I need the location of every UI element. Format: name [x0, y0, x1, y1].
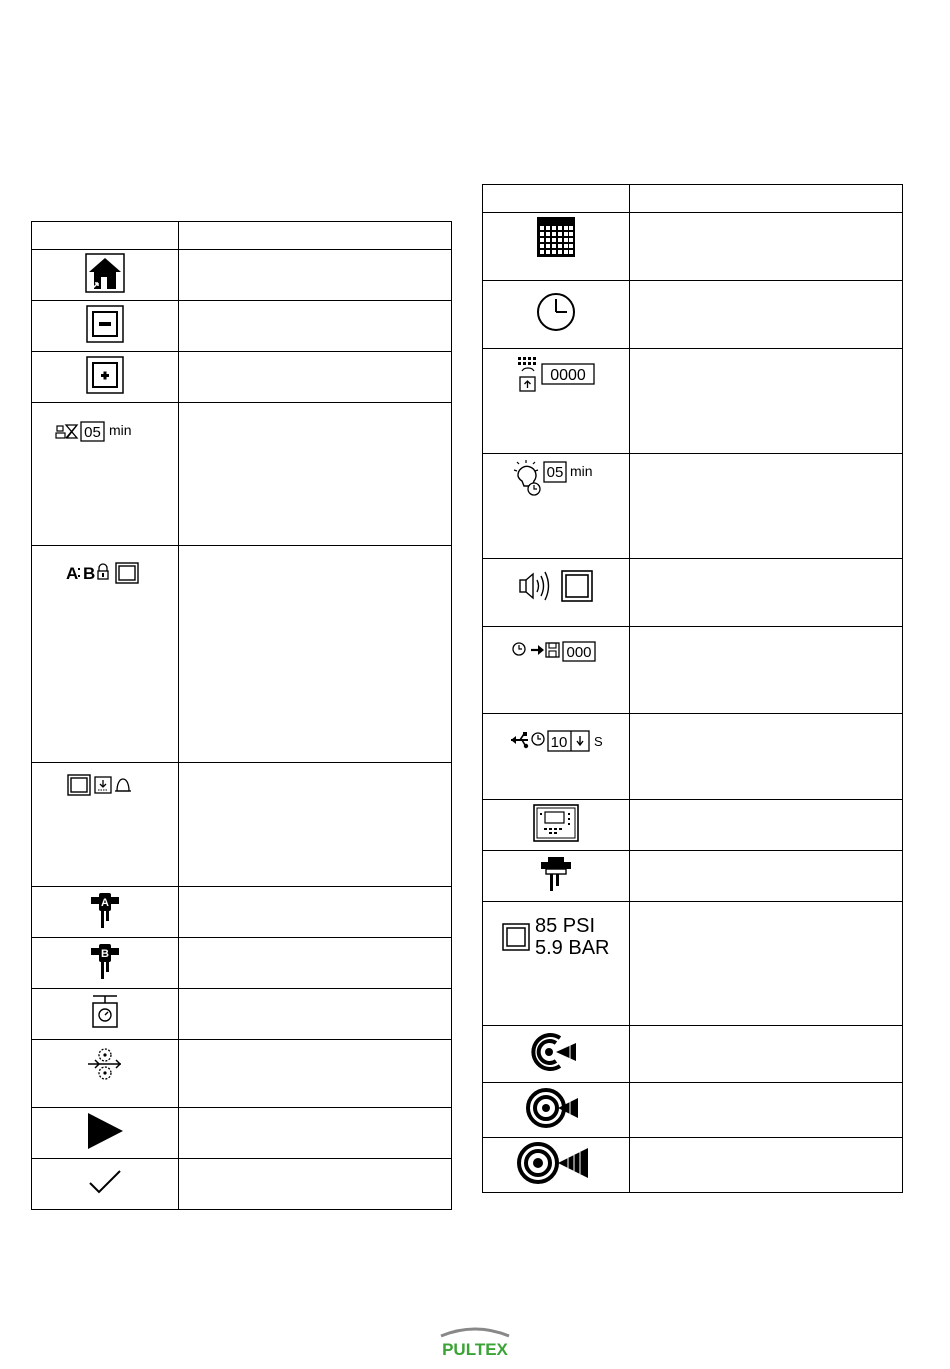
usb-timer-icon	[508, 728, 604, 754]
table-row	[483, 1026, 903, 1083]
calendar-icon	[534, 215, 578, 261]
right-icon-table	[482, 184, 903, 1193]
gun-b-label: B	[101, 947, 109, 960]
gun-a-label: A	[101, 896, 109, 909]
alarm-settings-icon	[67, 773, 143, 799]
ratio-label-b: B	[83, 564, 96, 583]
table-row	[483, 1083, 903, 1138]
flow-transfer-icon	[85, 1044, 125, 1084]
pump-idle-timer-icon	[55, 419, 155, 445]
backlight-timer-unit: min	[570, 463, 593, 479]
play-icon	[85, 1111, 125, 1151]
plus-icon	[86, 356, 124, 394]
gun-a-icon	[85, 890, 125, 930]
clock-icon	[534, 290, 578, 334]
ratio-lock-icon	[60, 560, 150, 586]
table-row	[483, 349, 903, 454]
table-row	[32, 989, 452, 1040]
table-row	[32, 1108, 452, 1159]
table-row	[32, 352, 452, 403]
minus-icon	[86, 305, 124, 343]
usb-timer-value: 10	[550, 734, 568, 751]
table-row	[32, 887, 452, 938]
display-module-icon	[532, 803, 580, 843]
spray-gun-icon	[536, 854, 576, 894]
log-interval-icon	[511, 639, 601, 665]
table-header	[32, 222, 452, 250]
table-row	[32, 1040, 452, 1108]
spray-pattern-large-icon	[516, 1139, 596, 1187]
table-row	[483, 559, 903, 627]
idle-timer-unit: min	[109, 422, 132, 438]
table-row	[32, 250, 452, 301]
table-row	[483, 281, 903, 349]
table-row	[483, 800, 903, 851]
table-row	[483, 851, 903, 902]
log-interval-value: 000	[566, 644, 592, 661]
table-row	[32, 546, 452, 763]
table-row	[32, 763, 452, 887]
table-row	[483, 1138, 903, 1193]
pressure-icon	[501, 908, 611, 964]
table-header	[483, 185, 903, 213]
table-row	[483, 213, 903, 281]
table-row	[32, 1159, 452, 1210]
usb-timer-unit: S	[594, 734, 603, 749]
table-row	[483, 454, 903, 559]
table-row	[32, 938, 452, 989]
home-icon	[85, 253, 125, 293]
table-row	[483, 627, 903, 714]
idle-timer-value: 05	[84, 424, 101, 441]
left-icon-table	[31, 221, 452, 1210]
logo-mark	[435, 1326, 515, 1360]
checkmark-icon	[87, 1167, 123, 1197]
scale-icon	[88, 993, 122, 1031]
speaker-icon	[516, 565, 596, 607]
pressure-bar: 5.9 BAR	[535, 937, 610, 959]
spray-pattern-medium-icon	[524, 1084, 588, 1132]
backlight-timer-value: 05	[546, 464, 564, 481]
logo-text: PULTEX	[442, 1340, 508, 1359]
backlight-timer-icon	[510, 458, 602, 498]
table-row	[32, 403, 452, 546]
password-icon	[506, 353, 606, 397]
gun-b-icon	[85, 941, 125, 981]
table-row	[483, 902, 903, 1026]
pressure-psi: 85 PSI	[535, 915, 596, 937]
spray-pattern-small-icon	[526, 1029, 586, 1075]
table-row	[32, 301, 452, 352]
password-value: 0000	[550, 367, 586, 384]
ratio-label-a: A	[66, 564, 79, 583]
table-row	[483, 714, 903, 800]
pultex-logo	[0, 1326, 950, 1365]
